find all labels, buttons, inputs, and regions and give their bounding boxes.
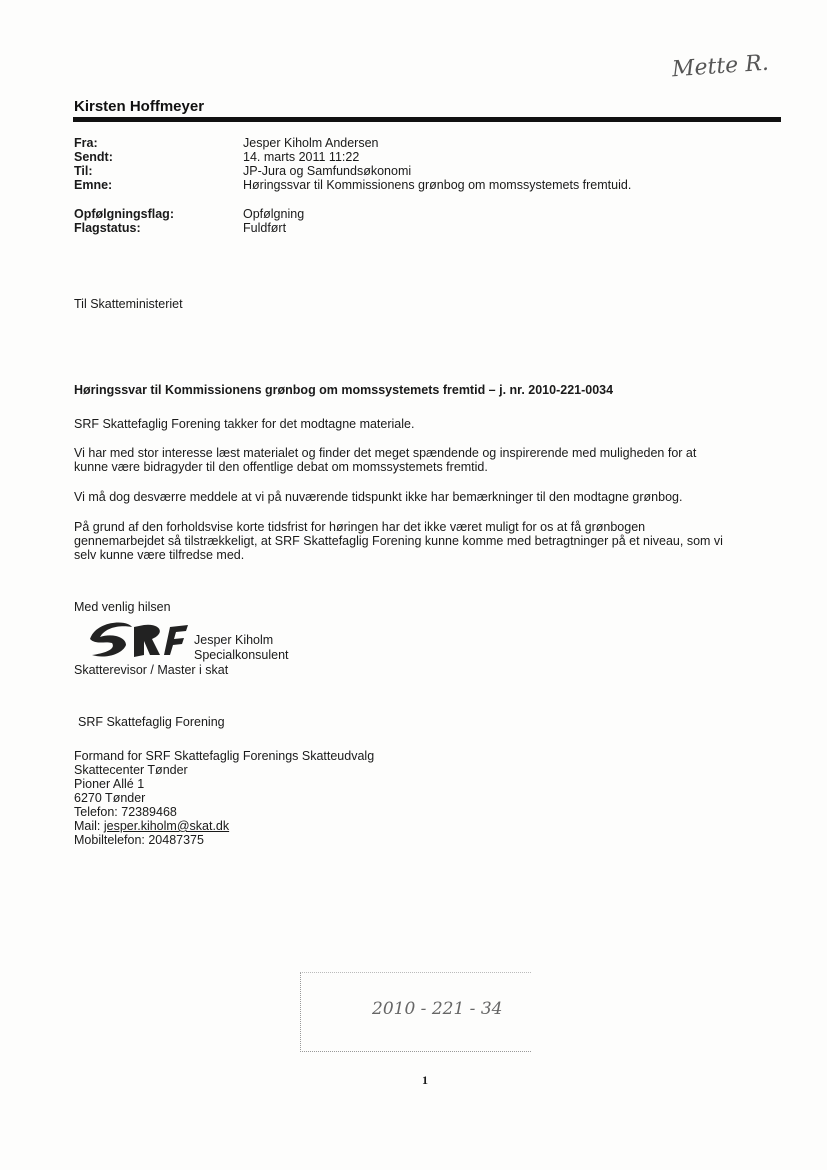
mail-link[interactable]: jesper.kiholm@skat.dk bbox=[103, 819, 230, 833]
address-line-2: Skattecenter Tønder bbox=[74, 763, 188, 777]
followup-flag-value: Opfølgning bbox=[243, 207, 305, 221]
address-line-1: Formand for SRF Skattefaglig Forenings Skatteudvalg bbox=[74, 749, 375, 763]
signer-title: Specialkonsulent bbox=[194, 648, 289, 662]
mail-line bbox=[74, 819, 374, 833]
address-line-3: Pioner Allé 1 bbox=[74, 777, 145, 791]
journal-number-handwritten: 2010 - 221 - 34 bbox=[372, 999, 503, 1019]
organization-name: SRF Skattefaglig Forening bbox=[78, 715, 225, 729]
mobile-phone: Mobiltelefon: 20487375 bbox=[74, 833, 204, 847]
signer-name: Jesper Kiholm bbox=[194, 633, 274, 647]
handwritten-note: Mette R. bbox=[671, 50, 770, 83]
paragraph-1: SRF Skattefaglig Forening takker for det modtagne materiale. bbox=[74, 417, 415, 431]
paragraph-3: Vi må dog desværre meddele at vi på nuværende tidspunkt ikke har bemærkninger til den modtagne grønbog. bbox=[74, 490, 683, 504]
letter-title: Høringssvar til Kommissionens grønbog om momssystemets fremtid – j. nr. 2010-221-0034 bbox=[74, 383, 614, 397]
flag-status-value: Fuldført bbox=[243, 221, 287, 235]
paragraph-2-line-1: Vi har med stor interesse læst materialet og finder det meget spændende og inspirerende med muligheden for at bbox=[74, 446, 697, 460]
to-value: JP-Jura og Samfundsøkonomi bbox=[243, 164, 412, 178]
sender-name: Kirsten Hoffmeyer bbox=[74, 98, 205, 115]
paragraph-4-line-2: gennemarbejdet så tilstrækkeligt, at SRF Skattefaglig Forening kunne komme med betragtninger på et niveau, som vi bbox=[74, 534, 723, 548]
to-label: Til: bbox=[74, 164, 93, 178]
address-line-4: 6270 Tønder bbox=[74, 791, 146, 805]
paragraph-4-line-3: selv kunne være tilfredse med. bbox=[74, 548, 245, 562]
flag-status-label: Flagstatus: bbox=[74, 221, 141, 235]
subject-value: Høringssvar til Kommissionens grønbog om momssystemets fremtuid. bbox=[243, 178, 632, 192]
subject-label: Emne: bbox=[74, 178, 113, 192]
sent-value: 14. marts 2011 11:22 bbox=[243, 150, 360, 164]
page-number: 1 bbox=[422, 1073, 428, 1087]
paragraph-2 bbox=[74, 446, 794, 474]
followup-flag-label: Opfølgningsflag: bbox=[74, 207, 174, 221]
sent-label: Sendt: bbox=[74, 150, 113, 164]
closing: Med venlig hilsen bbox=[74, 600, 171, 614]
paragraph-4 bbox=[74, 520, 804, 562]
paragraph-4-line-1: På grund af den forholdsvise korte tidsfrist for høringen har det ikke været muligt for os at få grønbogen bbox=[74, 520, 646, 534]
signer-role: Skatterevisor / Master i skat bbox=[74, 663, 229, 677]
srf-logo-icon bbox=[86, 615, 190, 663]
phone: Telefon: 72389468 bbox=[74, 805, 177, 819]
paragraph-2-line-2: kunne være bidragyder til den offentlige debat om momssystemets fremtid. bbox=[74, 460, 488, 474]
salutation: Til Skatteministeriet bbox=[74, 297, 183, 311]
from-label: Fra: bbox=[74, 136, 98, 150]
srf-logo-text: SRF bbox=[138, 661, 140, 662]
address-block bbox=[74, 749, 374, 847]
header-divider bbox=[73, 117, 781, 122]
mail-label: Mail: bbox=[74, 819, 104, 833]
from-value: Jesper Kiholm Andersen bbox=[243, 136, 379, 150]
